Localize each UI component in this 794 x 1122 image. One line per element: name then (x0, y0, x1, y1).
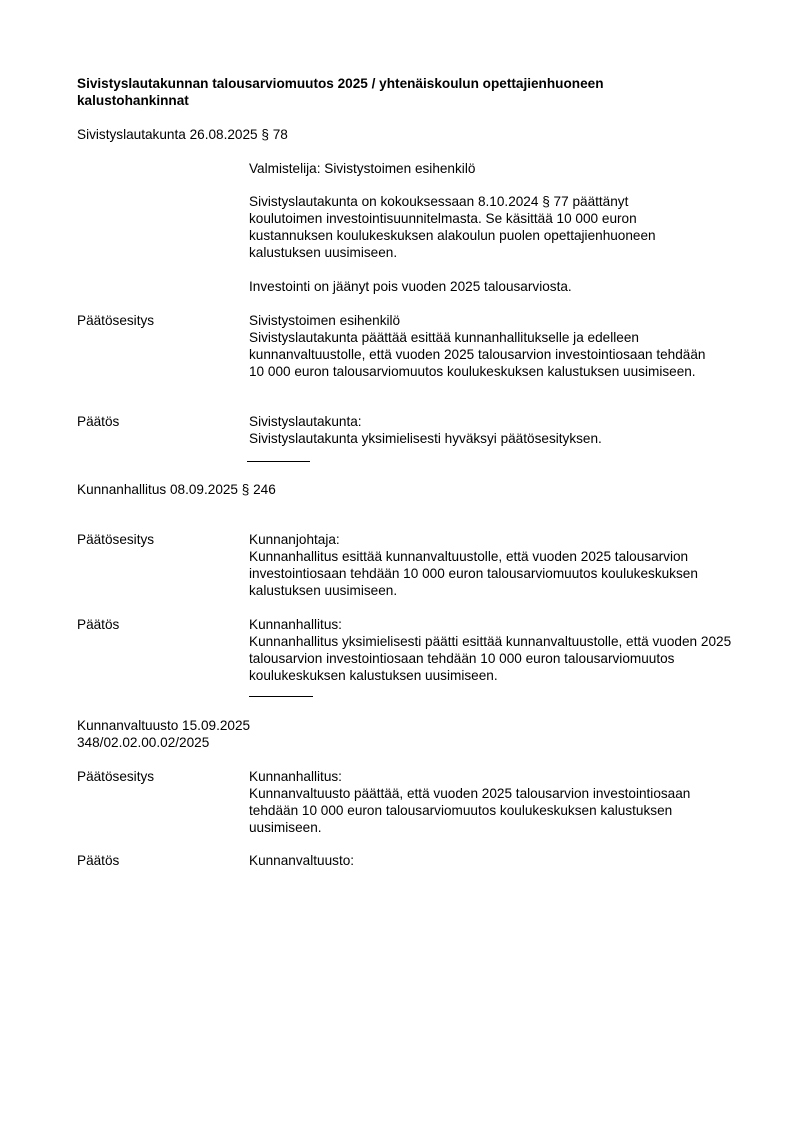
section1-paragraph-2: Investointi on jäänyt pois vuoden 2025 talousarviosta. (249, 279, 572, 294)
section3-proposal-text: Kunnanvaltuusto päättää, että vuoden 2025 talousarvion investointiosaan tehdään 10 000 euron talousarviomuutos koulukeskuksen kalustuksen uusimiseen. (249, 786, 691, 835)
section1-proposal-label: Päätösesitys (77, 313, 155, 328)
section1-divider (247, 461, 310, 462)
section1-decision-label: Päätös (77, 414, 120, 429)
section2-proposal-text: Kunnanhallitus esittää kunnanvaltuustolle, että vuoden 2025 talousarvion investointiosaan tehdään 10 000 euron talousarviomuutos koulukeskuksen kalustuksen uusimiseen. (249, 549, 698, 598)
section2-divider (249, 696, 313, 697)
section1-decision-text: Sivistyslautakunta yksimielisesti hyväksyi päätösesityksen. (249, 431, 602, 446)
section2-proposal-by: Kunnanjohtaja: (249, 532, 340, 547)
section1-decision-by: Sivistyslautakunta: (249, 414, 362, 429)
section2-heading: Kunnanhallitus 08.09.2025 § 246 (77, 482, 276, 497)
section3-decision-label: Päätös (77, 853, 120, 868)
section3-decision-by: Kunnanvaltuusto: (249, 853, 355, 868)
section1-paragraph-1: Sivistyslautakunta on kokouksessaan 8.10.2024 § 77 päättänyt koulutoimen investointisuunnitelmasta. Se käsittää 10 000 euron kustannuksen koulukeskuksen alakoulun puolen opettajienhuoneen kalustuksen uusimiseen. (249, 194, 656, 260)
section2-decision-label: Päätös (77, 617, 120, 632)
section1-preparer: Valmistelija: Sivistystoimen esihenkilö (249, 161, 476, 176)
document-title: Sivistyslautakunnan talousarviomuutos 2025 / yhtenäiskoulun opettajienhuoneen kalustohankinnat (77, 76, 604, 108)
section2-decision-text: Kunnanhallitus yksimielisesti päätti esittää kunnanvaltuustolle, että vuoden 2025 talousarvion investointiosaan tehdään 10 000 euron talousarviomuutos koulukeskuksen kalustuksen uusimiseen. (249, 634, 732, 683)
section3-proposal-by: Kunnanhallitus: (249, 769, 342, 784)
section3-proposal-label: Päätösesitys (77, 769, 155, 784)
section3-reference: 348/02.02.00.02/2025 (77, 735, 210, 750)
section1-proposal-text: Sivistyslautakunta päättää esittää kunnanhallitukselle ja edelleen kunnanvaltuustolle, että vuoden 2025 talousarvion investointiosaan tehdään 10 000 euron talousarviomuutos koulukeskuksen kalustuksen uusimiseen. (249, 330, 706, 379)
section3-heading: Kunnanvaltuusto 15.09.2025 (77, 718, 251, 733)
section2-decision-by: Kunnanhallitus: (249, 617, 342, 632)
section2-proposal-label: Päätösesitys (77, 532, 155, 547)
section1-proposal-by: Sivistystoimen esihenkilö (249, 313, 401, 328)
section1-heading: Sivistyslautakunta 26.08.2025 § 78 (77, 127, 288, 142)
